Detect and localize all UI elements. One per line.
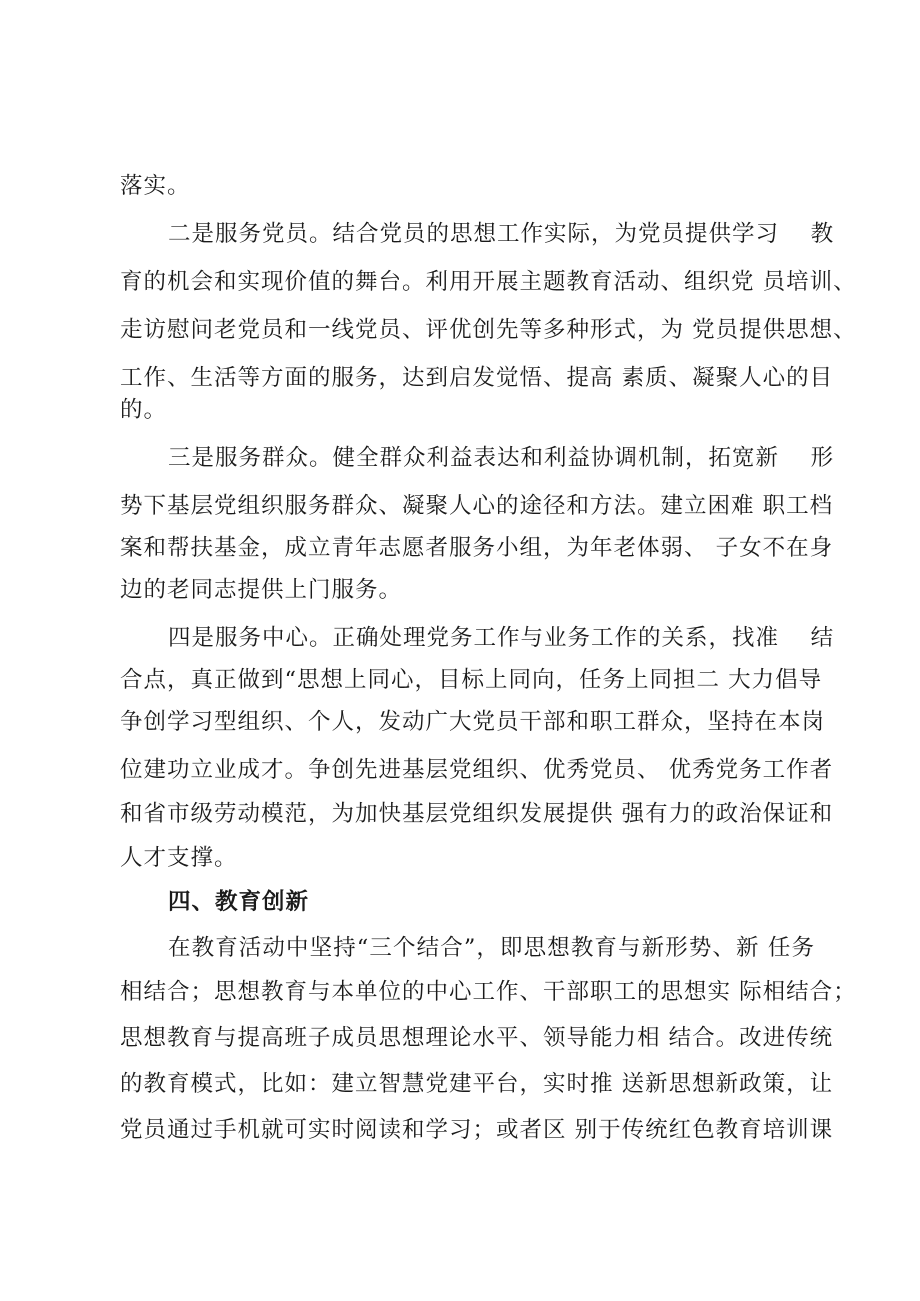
- text-line: 合点，真正做到“思想上同心，目标上同向，任务上同担二 大力倡导: [120, 667, 823, 693]
- text-line: 的。: [120, 397, 168, 423]
- text-line: 育的机会和实现价值的舞台。利用开展主题教育活动、组织党 员培训、: [120, 269, 857, 295]
- text-line: 相结合；思想教育与本单位的中心工作、干部职工的思想实 际相结合；: [120, 979, 857, 1005]
- text-line: 位建功立业成才。争创先进基层党组织、优秀党员、 优秀党务工作者: [120, 757, 834, 783]
- text-line: 党员通过手机就可实时阅读和学习；或者区 别于传统红色教育培训课: [120, 1117, 834, 1143]
- text-line: 和省市级劳动模范，为加快基层党组织发展提供 强有力的政治保证和: [120, 801, 834, 827]
- text-line: 人才支撑。: [120, 845, 238, 871]
- text-line: 工作、生活等方面的服务，达到启发觉悟、提高 素质、凝聚人心的目: [120, 365, 834, 391]
- text-line: 势下基层党组织服务群众、凝聚人心的途径和方法。建立困难 职工档: [120, 493, 834, 519]
- text-line: 边的老同志提供上门服务。: [120, 577, 403, 603]
- text-line: 的教育模式，比如：建立智慧党建平台，实时推 送新思想新政策，让: [120, 1071, 834, 1097]
- paragraph-serve-masses-line: 三是服务群众。健全群众利益表达和利益协调机制，拓宽新 形: [168, 445, 835, 471]
- text-line: 争创学习型组织、个人，发动广大党员干部和职工群众，坚持在本岗: [120, 709, 826, 735]
- text-line: 落实。: [120, 173, 191, 199]
- paragraph-serve-members-line: 二是服务党员。结合党员的思想工作实际，为党员提供学习 教: [168, 221, 835, 247]
- text-line: 思想教育与提高班子成员思想理论水平、领导能力相 结合。改进传统: [120, 1025, 834, 1051]
- text-line: 走访慰问老党员和一线党员、评优创先等多种形式，为 党员提供思想、: [120, 317, 857, 343]
- text-line: 案和帮扶基金，成立青年志愿者服务小组，为年老体弱、 子女不在身: [120, 535, 834, 561]
- paragraph-serve-center-line: 四是服务中心。正确处理党务工作与业务工作的关系，找准 结: [168, 625, 835, 651]
- paragraph-education-line: 在教育活动中坚持“三个结合”，即思想教育与新形势、新 任务: [168, 935, 815, 961]
- section-heading: 四、教育创新: [168, 889, 310, 915]
